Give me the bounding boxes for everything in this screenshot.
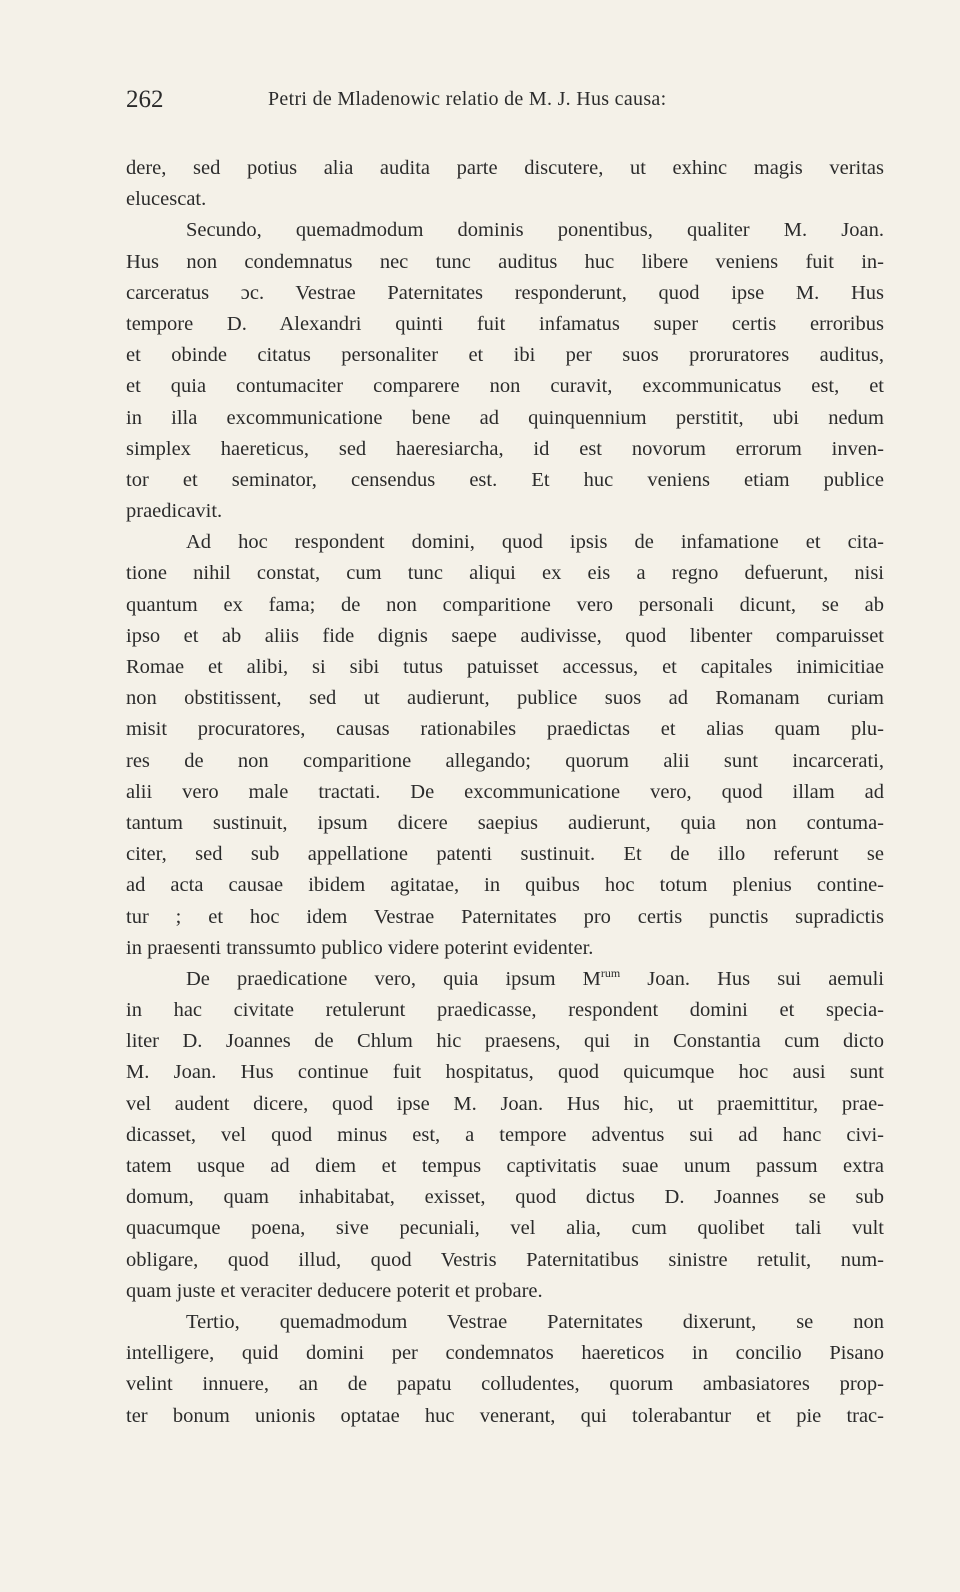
text-line-content: intelligere, quid domini per condemnatos haereticos in concilio Pisano: [126, 1342, 884, 1365]
running-head: Petri de Mladenowic relatio de M. J. Hus causa:: [268, 88, 667, 110]
text-line: [126, 215, 884, 246]
text-line: [126, 278, 884, 309]
text-line-content: tione nihil constat, cum tunc aliqui ex eis a regno defuerunt, nisi: [126, 562, 884, 585]
text-line: [126, 839, 884, 870]
text-line-content: Ad hoc respondent domini, quod ipsis de infamatione et cita-: [186, 531, 884, 554]
text-line-content: tatem usque ad diem et tempus captivitatis suae unum passum extra: [126, 1155, 884, 1177]
text-line: [126, 1276, 884, 1307]
text-line-content: Hus non condemnatus nec tunc auditus huc libere veniens fuit in-: [126, 250, 884, 273]
text-line: [126, 340, 884, 371]
text-line-content: misit procuratores, causas rationabiles praedictas et alias quam plu-: [126, 718, 884, 741]
text-line-content: praedicavit.: [126, 500, 223, 523]
text-line: [126, 964, 884, 995]
text-line-content: tur ; et hoc idem Vestrae Paternitates pro certis punctis supradictis: [126, 905, 884, 928]
text-line: [126, 403, 884, 434]
text-line: [126, 652, 884, 683]
text-line-content: Tertio, quemadmodum Vestrae Paternitates dixerunt, se non: [186, 1310, 884, 1333]
text-line-content: ad acta causae ibidem agitatae, in quibus hoc totum plenius contine-: [126, 874, 884, 897]
text-line: [126, 808, 884, 839]
text-line: [126, 1401, 884, 1432]
text-line-content: in hac civitate retulerunt praedicasse, respondent domini et specia-: [126, 999, 884, 1022]
body-text: [126, 153, 884, 1432]
text-line-content: res de non comparitione allegando; quorum alii sunt incarcerati,: [126, 749, 884, 772]
text-line-content: quam juste et veraciter deducere poterit et probare.: [126, 1279, 543, 1302]
text-line: [126, 558, 884, 589]
text-line: [126, 621, 884, 652]
text-line-content-after: Joan. Hus sui aemuli: [620, 967, 884, 990]
text-line-content: Secundo, quemadmodum dominis ponentibus, qualiter M. Joan.: [186, 219, 884, 242]
text-line-content: domum, quam inhabitabat, exisset, quod dictus D. Joannes se sub: [126, 1186, 884, 1209]
text-line-content: et quia contumaciter comparere non curavit, excommunicatus est, et: [126, 375, 884, 398]
text-line: [126, 870, 884, 901]
text-line: [126, 527, 884, 558]
text-line: [126, 683, 884, 714]
text-line: [126, 902, 884, 933]
text-line-content: tempore D. Alexandri quinti fuit infamatus super certis erroribus: [126, 312, 884, 335]
text-line-content: citer, sed sub appellatione patenti sustinuit. Et de illo referunt se: [126, 843, 884, 866]
text-line-content: elucescat.: [126, 188, 207, 211]
text-line: [126, 777, 884, 808]
text-line: [126, 995, 884, 1026]
text-line-content: et obinde citatus personaliter et ibi per suos proruratores auditus,: [126, 344, 884, 367]
text-line-content: in praesenti transsumto publico videre poterint evidenter.: [126, 936, 594, 959]
text-line-content: vel audent dicere, quod ipse M. Joan. Hus hic, ut praemittitur, prae-: [126, 1092, 884, 1115]
text-line: [126, 933, 884, 964]
text-line: [126, 1307, 884, 1338]
text-line: [126, 371, 884, 402]
text-line-content: simplex haereticus, sed haeresiarcha, id est novorum errorum inven-: [126, 437, 884, 460]
text-line: [126, 1026, 884, 1057]
text-line-content: obligare, quod illud, quod Vestris Paternitatibus sinistre retulit, num-: [126, 1248, 884, 1271]
text-line: [126, 247, 884, 278]
text-line-content: quacumque poena, sive pecuniali, vel alia, cum quolibet tali vult: [126, 1217, 884, 1240]
text-line: [126, 714, 884, 745]
text-line: [126, 465, 884, 496]
text-line-content: tantum sustinuit, ipsum dicere saepius audierunt, quia non contuma-: [126, 811, 884, 834]
text-line: [126, 1120, 884, 1151]
text-line-content: De praedicatione vero, quia ipsum M: [186, 967, 601, 990]
superscript: rum: [600, 965, 621, 980]
text-line-content: tor et seminator, censendus est. Et huc veniens etiam publice: [126, 468, 884, 491]
text-line: [126, 1182, 884, 1213]
text-line-content: alii vero male tractati. De excommunicatione vero, quod illam ad: [126, 780, 884, 803]
page-number: 262: [126, 86, 164, 113]
text-line: [126, 1369, 884, 1400]
text-line: [126, 1151, 884, 1182]
text-line: [126, 1089, 884, 1120]
text-line-content: ipso et ab aliis fide dignis saepe audivisse, quod libenter comparuisset: [126, 624, 884, 647]
text-line: [126, 184, 884, 215]
text-line-content: in illa excommunicatione bene ad quinquennium perstitit, ubi nedum: [126, 406, 884, 429]
page-header: [126, 86, 886, 126]
text-line: [126, 1245, 884, 1276]
text-line-content: non obstitissent, sed ut audierunt, publice suos ad Romanam curiam: [126, 687, 884, 710]
text-line: [126, 1057, 884, 1088]
text-line-content: velint innuere, an de papatu colludentes, quorum ambasiatores prop-: [126, 1373, 884, 1396]
text-line-content: dicasset, vel quod minus est, a tempore adventus sui ad hanc civi-: [126, 1123, 884, 1146]
text-line: [126, 153, 884, 184]
text-line-content: M. Joan. Hus continue fuit hospitatus, quod quicumque hoc ausi sunt: [126, 1061, 884, 1084]
text-line: [126, 309, 884, 340]
text-line-content: Romae et alibi, si sibi tutus patuisset accessus, et capitales inimicitiae: [126, 656, 884, 678]
text-line-content: quantum ex fama; de non comparitione vero personali dicunt, se ab: [126, 593, 884, 616]
text-line-content: ter bonum unionis optatae huc venerant, qui tolerabantur et pie trac-: [126, 1404, 884, 1427]
text-line: [126, 1338, 884, 1369]
text-line: [126, 590, 884, 621]
text-line-content: dere, sed potius alia audita parte discutere, ut exhinc magis veritas: [126, 157, 884, 179]
text-line: [126, 746, 884, 777]
text-line: [126, 1213, 884, 1244]
text-line-content: liter D. Joannes de Chlum hic praesens, qui in Constantia cum dicto: [126, 1030, 884, 1053]
text-line: [126, 434, 884, 465]
text-line: [126, 496, 884, 527]
text-line-content: carceratus ɔc. Vestrae Paternitates responderunt, quod ipse M. Hus: [126, 281, 884, 304]
